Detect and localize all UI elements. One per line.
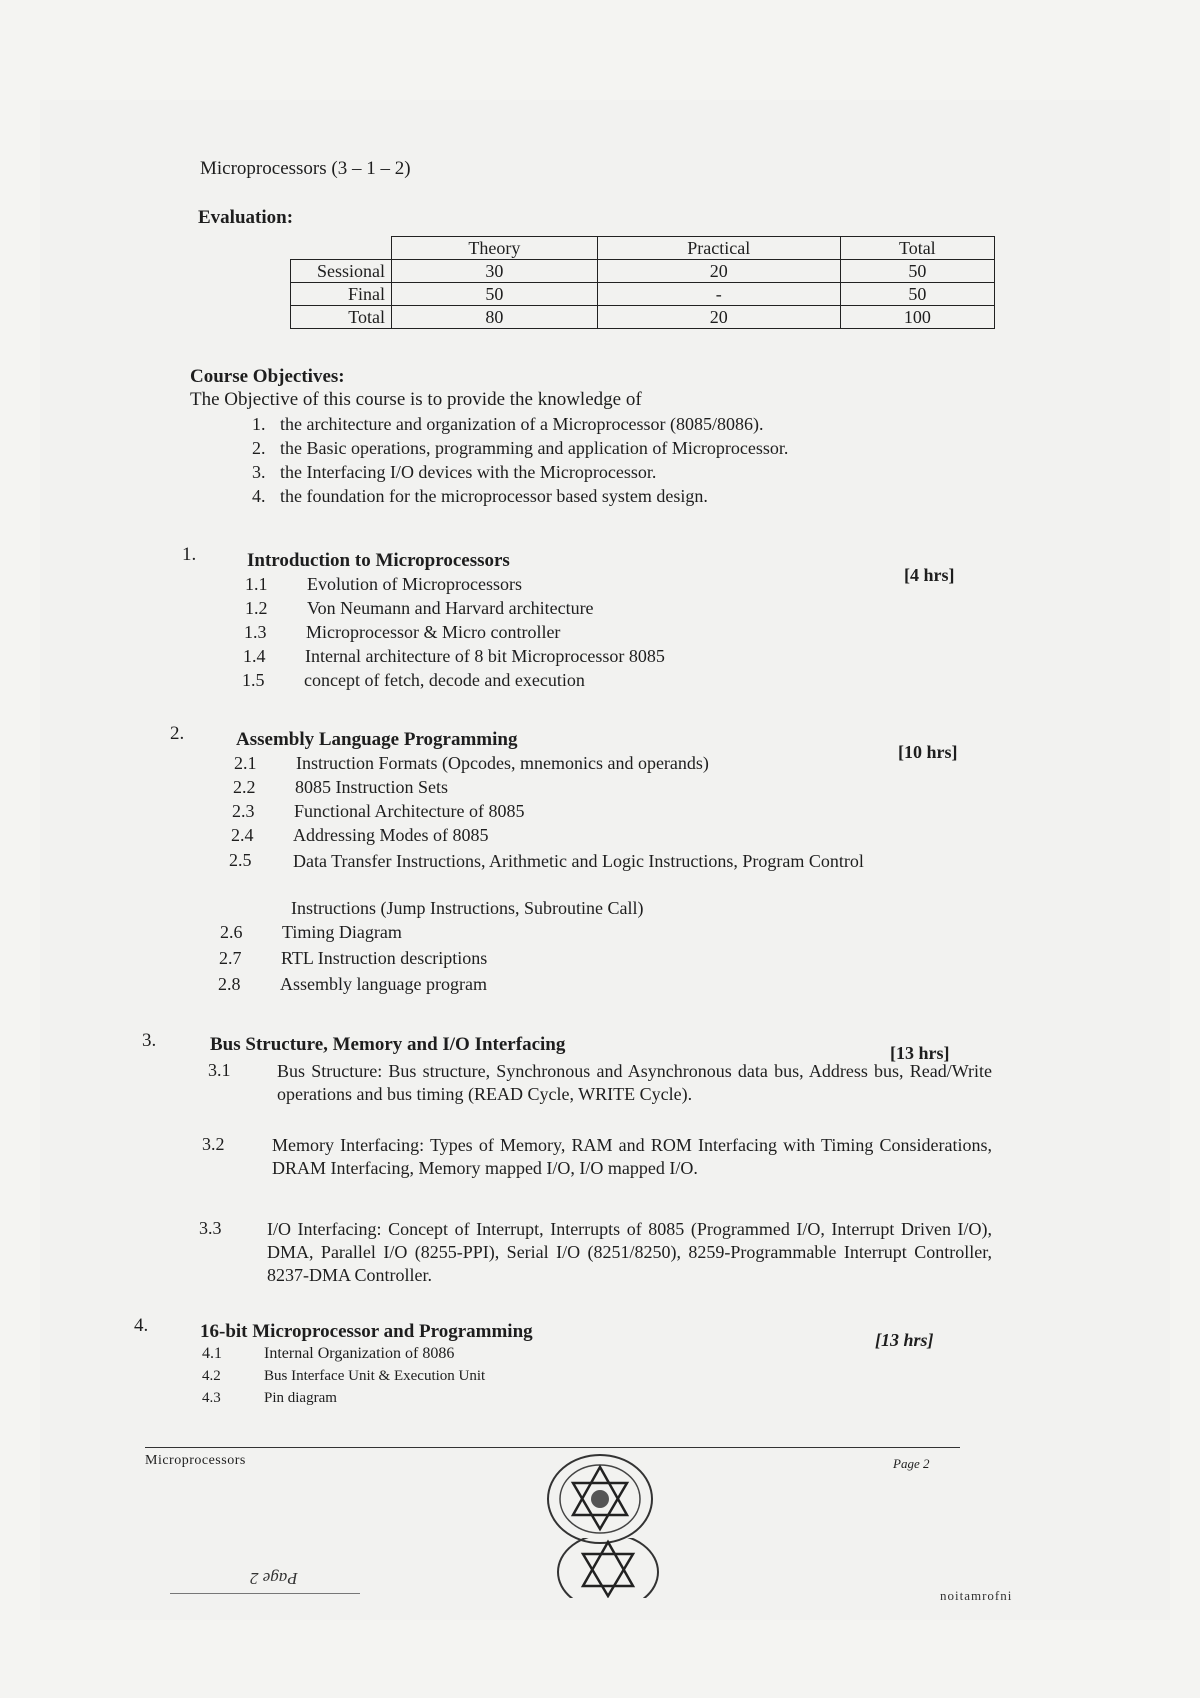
row-label: Sessional — [291, 260, 392, 283]
total-cell: 100 — [840, 306, 994, 329]
theory-cell: 30 — [392, 260, 598, 283]
total-cell: 50 — [840, 283, 994, 306]
row-label: Total — [291, 306, 392, 329]
objectives-heading: Course Objectives: — [190, 366, 345, 387]
theory-cell: 80 — [392, 306, 598, 329]
table-corner-cell — [291, 237, 392, 260]
unit-title: Introduction to Microprocessors — [247, 550, 510, 571]
list-item-number: 3.3 — [199, 1218, 222, 1238]
mirrored-page-label: Page 2 — [250, 1569, 298, 1588]
list-item: 2.4 Addressing Modes of 8085 — [231, 825, 489, 845]
list-item-number: 3.1 — [208, 1060, 231, 1080]
column-header-theory: Theory — [392, 237, 598, 260]
total-cell: 50 — [840, 260, 994, 283]
list-item: 1.3 Microprocessor & Micro controller — [244, 622, 561, 642]
objective-item: 1. the architecture and organization of a Microprocessor (8085/8086). — [252, 414, 764, 434]
list-item: 4.3 Pin diagram — [202, 1390, 337, 1406]
practical-cell: 20 — [597, 260, 840, 283]
list-item-text: Bus Structure: Bus structure, Synchronous and Asynchronous data bus, Address bus, Read/Write operations and bus timing (READ Cycle, WRITE Cycle). — [277, 1061, 992, 1104]
unit-number: 4. — [134, 1315, 149, 1336]
unit-number: 3. — [142, 1030, 157, 1051]
objectives-intro: The Objective of this course is to provide the knowledge of — [190, 389, 642, 410]
unit-title: 16-bit Microprocessor and Programming — [200, 1321, 533, 1342]
list-item-number: 2.5 — [229, 850, 252, 870]
table-row — [291, 283, 995, 306]
unit-number: 1. — [182, 544, 197, 565]
list-item: 2.2 8085 Instruction Sets — [233, 777, 448, 797]
practical-cell: 20 — [597, 306, 840, 329]
list-item: 1.1 Evolution of Microprocessors — [245, 574, 522, 594]
objective-item: 3. the Interfacing I/O devices with the Microprocessor. — [252, 462, 657, 482]
unit-hours: [10 hrs] — [898, 742, 958, 762]
course-title: Microprocessors (3 – 1 – 2) — [200, 158, 411, 179]
list-item: 1.4 Internal architecture of 8 bit Microprocessor 8085 — [243, 646, 665, 666]
unit-number: 2. — [170, 723, 185, 744]
mirrored-footer-text: noitamrofni — [940, 1588, 1013, 1603]
list-item: 4.1 Internal Organization of 8086 — [202, 1345, 455, 1362]
evaluation-table — [290, 236, 995, 329]
unit-hours: [4 hrs] — [904, 565, 955, 585]
objective-item: 4. the foundation for the microprocessor based system design. — [252, 486, 708, 506]
list-item-text: Data Transfer Instructions, Arithmetic and Logic Instructions, Program Control — [293, 851, 864, 871]
list-item: 2.6 Timing Diagram — [220, 922, 402, 942]
bottom-divider — [170, 1593, 360, 1594]
footer-course-name: Microprocessors — [145, 1453, 246, 1468]
unit-hours: [13 hrs] — [875, 1330, 934, 1350]
list-item-number: 3.2 — [202, 1134, 225, 1154]
unit-hours: [13 hrs] — [890, 1043, 950, 1063]
footer-page-number: Page 2 — [893, 1456, 930, 1471]
column-header-total: Total — [840, 237, 994, 260]
theory-cell: 50 — [392, 283, 598, 306]
table-row — [291, 260, 995, 283]
list-item: 2.3 Functional Architecture of 8085 — [232, 801, 525, 821]
footer-divider — [145, 1447, 960, 1448]
practical-cell: - — [597, 283, 840, 306]
column-header-practical: Practical — [597, 237, 840, 260]
table-header-row — [291, 237, 995, 260]
table-row — [291, 306, 995, 329]
list-item: 2.7 RTL Instruction descriptions — [219, 948, 488, 968]
list-item: 1.2 Von Neumann and Harvard architecture — [245, 598, 594, 618]
university-seal-icon — [545, 1453, 655, 1545]
list-item: 2.1 Instruction Formats (Opcodes, mnemonics and operands) — [234, 753, 709, 773]
unit-title: Bus Structure, Memory and I/O Interfacing — [210, 1034, 566, 1055]
evaluation-label: Evaluation: — [198, 207, 294, 228]
objective-item: 2. the Basic operations, programming and application of Microprocessor. — [252, 438, 789, 458]
list-item: 4.2 Bus Interface Unit & Execution Unit — [202, 1368, 486, 1384]
list-item-continuation: Instructions (Jump Instructions, Subroutine Call) — [291, 898, 644, 918]
list-item: 1.5 concept of fetch, decode and execution — [242, 670, 585, 690]
list-item-text: I/O Interfacing: Concept of Interrupt, Interrupts of 8085 (Programmed I/O, Interrupt Driven I/O), DMA, Parallel I/O (8255-PPI), Serial I/O (8251/8250), 8259-Programmable Interrupt Controller, 8237-DMA Controller. — [267, 1219, 992, 1285]
university-seal-icon — [553, 1538, 663, 1598]
list-item-text: Memory Interfacing: Types of Memory, RAM and ROM Interfacing with Timing Considerations, DRAM Interfacing, Memory mapped I/O, I/O mapped I/O. — [272, 1135, 992, 1178]
unit-title: Assembly Language Programming — [236, 729, 518, 750]
row-label: Final — [291, 283, 392, 306]
list-item: 2.8 Assembly language program — [218, 974, 487, 994]
